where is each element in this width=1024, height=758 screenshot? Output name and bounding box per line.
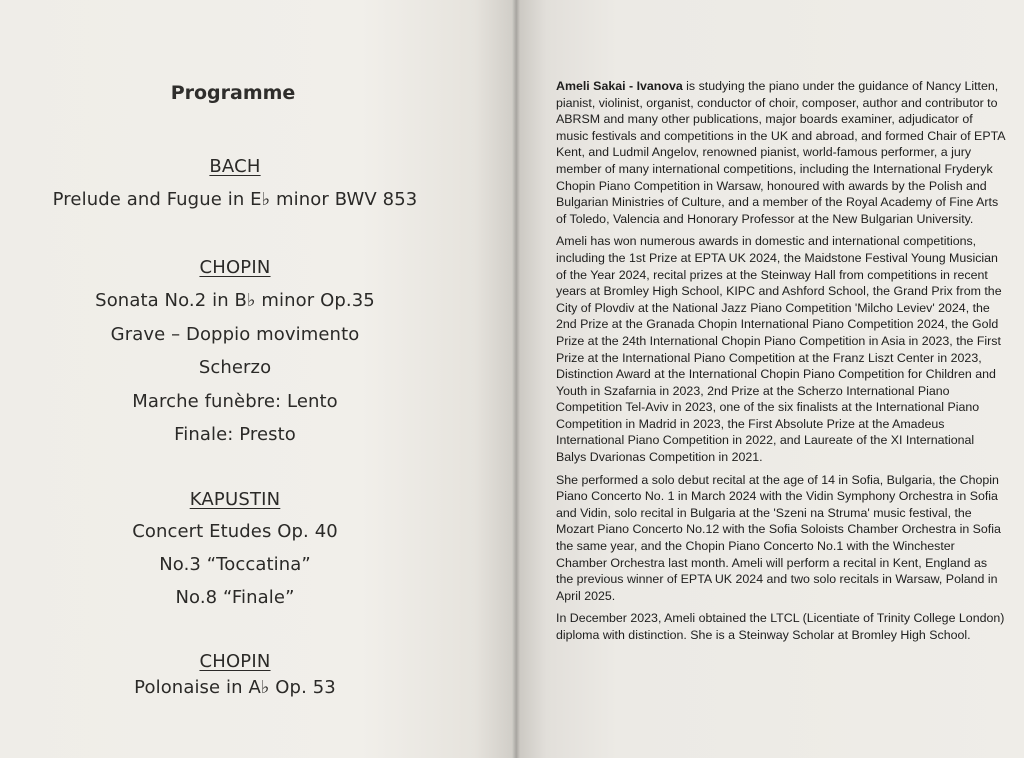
page-fold: [512, 0, 520, 758]
bio-paragraph-1-text: is studying the piano under the guidance of Nancy Litten, pianist, violinist, organist, conductor of choir, composer, author and contributor to ABRSM and many other publications, major boards examiner, adjudicator of music festivals and competitions in the UK and abroad, and formed Chair of EPTA Kent, and Ludmil Angelov, renowned pianist, world-famous performer, a jury member of many international competitions, including the International Fryderyk Chopin Piano Competition in Warsaw, honoured with awards by the Polish and Bulgarian Ministries of Culture, and a member of the Royal Academy of Fine Arts of Toledo, Valencia and Honorary Professor at the New Bulgarian University.: [556, 79, 1005, 226]
right-page: [516, 0, 1024, 758]
composer-heading: KAPUSTIN: [189, 489, 281, 510]
work-title: Concert Etudes Op. 40: [132, 521, 338, 542]
bio-paragraph-3: She performed a solo debut recital at the age of 14 in Sofia, Bulgaria, the Chopin Piano Concerto No. 1 in March 2024 with the Vidin Symphony Orchestra in Sofia and Vidin, solo recital in Bulgaria at the 'Szeni na Struma' music festival, the Mozart Piano Concerto No.12 with the Sofia Soloists Chamber Orchestra in Sofia the same year, and the Chopin Piano Concerto No.1 with the Winchester Chamber Orchestra last month. Ameli will perform a recital in Kent, England as the previous winner of EPTA UK 2024 and two solo recitals in Warsaw, Poland in April 2025.: [556, 472, 1001, 603]
work-movement: No.3 “Toccatina”: [159, 554, 311, 575]
work-movement: Finale: Presto: [174, 424, 296, 445]
work-title: Polonaise in A♭ Op. 53: [134, 677, 336, 698]
work-title: Prelude and Fugue in E♭ minor BWV 853: [52, 189, 418, 210]
work-movement: No.8 “Finale”: [175, 587, 295, 608]
composer-heading: CHOPIN: [199, 651, 271, 672]
performer-name: Ameli Sakai - Ivanova: [556, 79, 683, 93]
work-movement: Marche funèbre: Lento: [132, 391, 338, 412]
programme-title: Programme: [170, 82, 296, 104]
work-movement: Scherzo: [198, 357, 272, 378]
bio-paragraph-2: Ameli has won numerous awards in domestic and international competitions, including the 1st Prize at EPTA UK 2024, the Maidstone Festival Young Musician of the Year 2024, recital prizes at the Steinway Hall from competitions in recent years at Bromley High School, KIPC and Ashford School, the Grand Prix from the City of Plovdiv at the National Jazz Piano Competition 'Milcho Leviev' 2024, the 2nd Prize at the Granada Chopin International Piano Competition 2024, the Gold Prize at the 24th International Chopin Piano Competition in Asia in 2023, the First Prize at the International Piano Competition at the Franz Liszt Center in 2023, Distinction Award at the International Chopin Piano Competition for Children and Youth in Szafarnia in 2023, 2nd Prize at the Scherzo International Piano Competition Tel-Aviv in 2023, one of the six finalists at the International Piano Competition in Madrid in 2023, the First Absolute Prize at the Amadeus International Piano Competition in 2022, and Laureate of the XI International Balys Dvarionas Competition in 2021.: [556, 234, 1002, 465]
bio-paragraph-4: In December 2023, Ameli obtained the LTCL (Licentiate of Trinity College London) diploma with distinction. She is a Steinway Scholar at Bromley High School.: [556, 611, 1005, 642]
bio-paragraph-1: [556, 78, 1006, 227]
work-title: Sonata No.2 in B♭ minor Op.35: [95, 290, 375, 311]
composer-heading: CHOPIN: [199, 257, 271, 278]
work-movement: Grave – Doppio movimento: [110, 324, 360, 345]
biography: [556, 78, 1006, 650]
programme: [0, 0, 470, 758]
composer-heading: BACH: [209, 156, 261, 177]
